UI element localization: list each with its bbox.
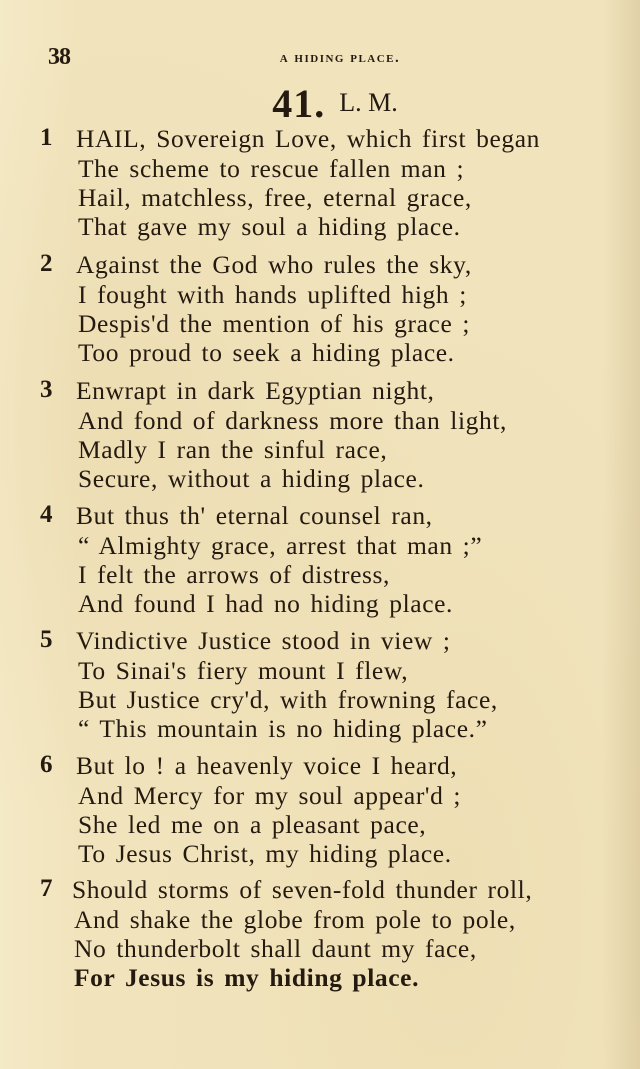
running-head-text: a hiding place. [279, 50, 401, 66]
stanza-number: 1 [40, 124, 53, 151]
hymn-heading [0, 80, 640, 127]
verse-line: But lo ! a heavenly voice I heard, [76, 751, 458, 780]
verse-line: Against the God who rules the sky, [76, 250, 472, 279]
verse-line: Should storms of seven-fold thunder roll, [72, 875, 533, 904]
verse-line: I fought with hands uplifted high ; [78, 280, 467, 309]
verse-line: “ Almighty grace, arrest that man ;” [78, 531, 483, 560]
verse-line: No thunderbolt shall daunt my face, [74, 934, 477, 963]
verse-line: “ This mountain is no hiding place.” [78, 714, 488, 743]
verse-line: Enwrapt in dark Egyptian night, [76, 376, 435, 405]
verse-line: I felt the arrows of distress, [78, 560, 391, 589]
verse-line-final: For Jesus is my hiding place. [74, 963, 420, 992]
stanza-number: 6 [40, 751, 53, 778]
verse-line: But thus th' eternal counsel ran, [76, 501, 433, 530]
verse-line: Madly I ran the sinful race, [78, 435, 388, 464]
verse-line: To Jesus Christ, my hiding place. [78, 839, 452, 868]
hymn-meter: L. M. [339, 88, 398, 117]
verse-line: And fond of darkness more than light, [78, 406, 507, 435]
verse-line: Secure, without a hiding place. [78, 464, 425, 493]
verse-line: Too proud to seek a hiding place. [78, 338, 455, 367]
hymn-number: 41. [272, 81, 326, 126]
verse-line: Despis'd the mention of his grace ; [78, 309, 471, 338]
verse-line: To Sinai's fiery mount I flew, [78, 656, 409, 685]
verse-line: HAIL, Sovereign Love, which first began [76, 124, 540, 153]
stanza-number: 4 [40, 501, 53, 528]
stanza-number: 5 [40, 626, 53, 653]
verse-line: And found I had no hiding place. [78, 589, 453, 618]
stanza-number: 2 [40, 250, 53, 277]
verse-line: But Justice cry'd, with frowning face, [78, 685, 498, 714]
verse-line: She led me on a pleasant pace, [78, 810, 427, 839]
verse-line: That gave my soul a hiding place. [78, 212, 461, 241]
running-head [0, 50, 640, 67]
stanza-number: 7 [40, 875, 53, 902]
stanza-number: 3 [40, 376, 53, 403]
verse-line: Vindictive Justice stood in view ; [76, 626, 451, 655]
verse-line: Hail, matchless, free, eternal grace, [78, 183, 472, 212]
page-number: 38 [48, 44, 70, 70]
verse-line: And shake the globe from pole to pole, [74, 905, 516, 934]
verse-line: And Mercy for my soul appear'd ; [78, 781, 462, 810]
verse-line: The scheme to rescue fallen man ; [78, 154, 465, 183]
